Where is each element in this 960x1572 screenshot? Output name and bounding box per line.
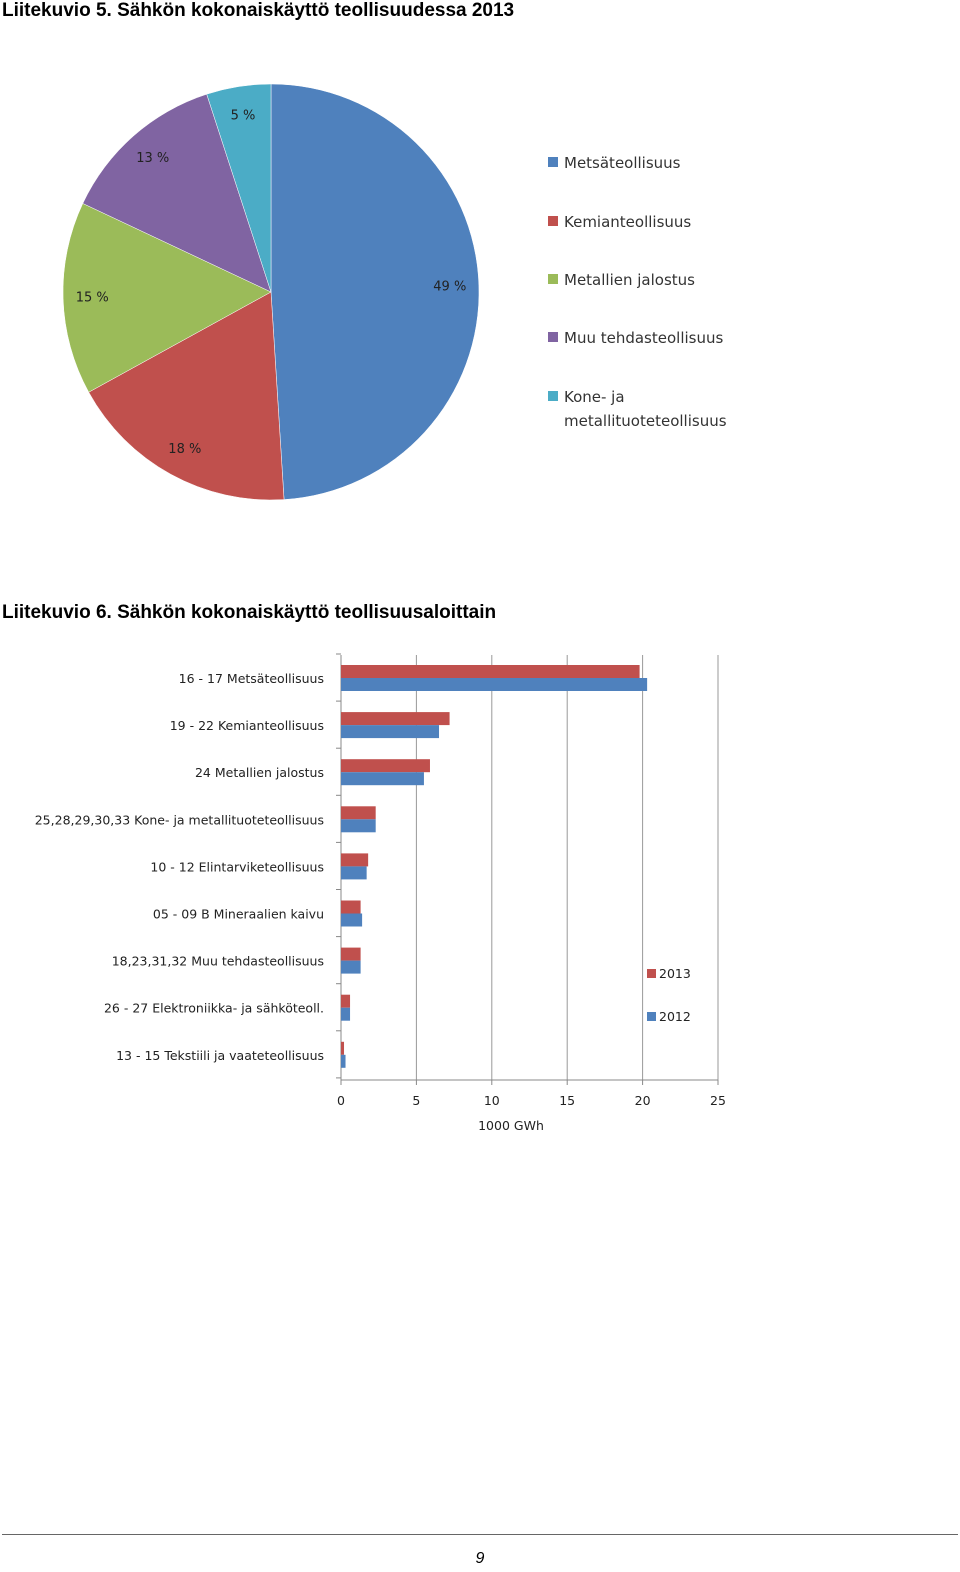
bar-2013	[341, 712, 450, 725]
legend-label: Metsäteollisuus	[564, 154, 681, 172]
figure-6-title: Liitekuvio 6. Sähkön kokonaiskäyttö teollisuusaloittain	[2, 602, 497, 623]
category-label: 10 - 12 Elintarviketeollisuus	[150, 859, 324, 875]
legend-label: 2012	[659, 1009, 691, 1024]
x-tick-label: 25	[710, 1093, 726, 1108]
bar-2013	[341, 948, 361, 961]
legend-swatch	[548, 274, 558, 284]
category-label: 24 Metallien jalostus	[194, 765, 324, 781]
x-tick-label: 0	[337, 1093, 345, 1108]
x-tick-label: 10	[483, 1093, 500, 1108]
figure-5-title: Liitekuvio 5. Sähkön kokonaiskäyttö teollisuudessa 2013	[2, 0, 515, 21]
x-tick-label: 5	[412, 1093, 421, 1108]
bar-2013	[341, 665, 640, 678]
category-label: 13 - 15 Tekstiili ja vaateteollisuus	[116, 1047, 324, 1063]
pie-slice-label: 15 %	[75, 290, 109, 306]
pie-slice-label: 13 %	[136, 150, 170, 166]
x-tick-label: 20	[634, 1093, 651, 1108]
legend-label: Muu tehdasteollisuus	[564, 329, 724, 347]
x-tick-label: 15	[559, 1093, 576, 1108]
bar-2013	[341, 995, 350, 1008]
bar-2012	[341, 1055, 346, 1068]
category-label: 26 - 27 Elektroniikka- ja sähköteoll.	[103, 1000, 324, 1016]
legend-swatch	[647, 1012, 656, 1021]
bar-2012	[341, 772, 424, 785]
bar-2012	[341, 819, 376, 832]
bar-chart	[0, 640, 960, 1150]
pie-slice-label: 49 %	[433, 279, 467, 295]
bar-2012	[341, 914, 362, 927]
x-axis-title: 1000 GWh	[478, 1118, 544, 1133]
pie-chart	[0, 40, 960, 520]
pie-slice-label: 18 %	[168, 441, 202, 457]
footer-divider	[2, 1534, 958, 1535]
legend-label: Metallien jalostus	[564, 271, 695, 289]
category-label: 19 - 22 Kemianteollisuus	[169, 718, 324, 734]
bar-2012	[341, 1008, 350, 1021]
bar-2012	[341, 725, 439, 738]
bar-2013	[341, 806, 376, 819]
page-number: 9	[475, 1550, 485, 1567]
category-label: 05 - 09 B Mineraalien kaivu	[152, 906, 324, 922]
legend-label: 2013	[659, 966, 691, 981]
legend-swatch	[548, 157, 558, 167]
bar-2013	[341, 853, 368, 866]
category-label: 25,28,29,30,33 Kone- ja metallituoteteollisuus	[34, 812, 324, 828]
legend-label: Kemianteollisuus	[564, 213, 692, 231]
legend-swatch	[548, 332, 558, 342]
legend-label: metallituoteteollisuus	[564, 412, 727, 430]
category-label: 18,23,31,32 Muu tehdasteollisuus	[111, 953, 324, 969]
bar-2012	[341, 678, 647, 691]
bar-2013	[341, 901, 361, 914]
legend-label: Kone- ja	[564, 388, 625, 406]
legend-swatch	[548, 216, 558, 226]
legend-swatch	[647, 969, 656, 978]
bar-2013	[341, 759, 430, 772]
bar-2013	[341, 1042, 344, 1055]
category-label: 16 - 17 Metsäteollisuus	[178, 671, 324, 686]
legend-swatch	[548, 391, 558, 401]
bar-2012	[341, 866, 367, 879]
pie-slice-label: 5 %	[230, 108, 256, 124]
bar-2012	[341, 961, 361, 974]
